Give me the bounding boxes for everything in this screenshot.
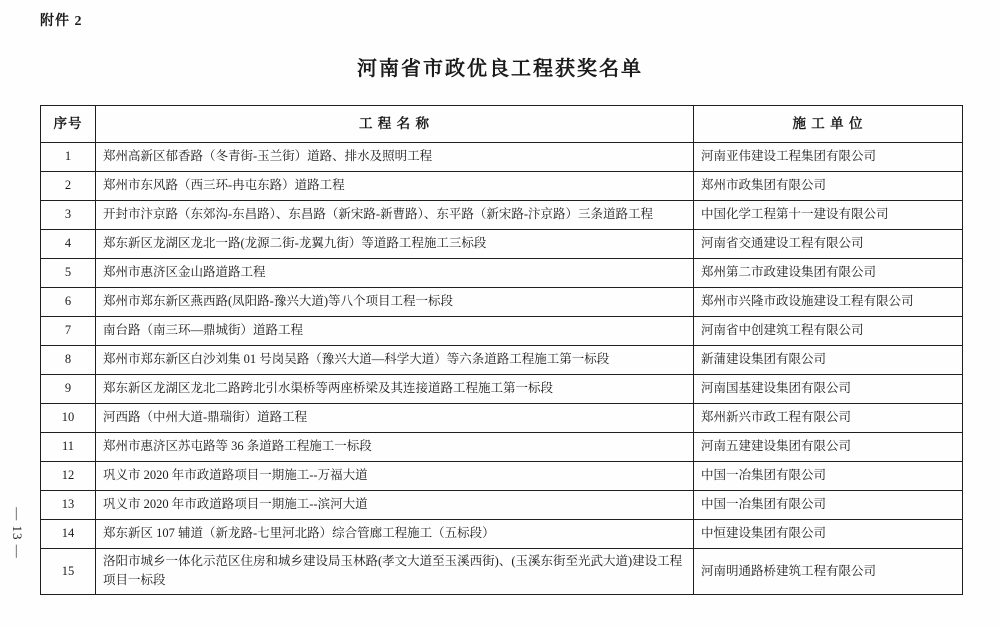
table-row bbox=[41, 520, 963, 549]
cell-company: 河南省交通建设工程有限公司 bbox=[694, 230, 963, 259]
cell-no: 12 bbox=[41, 462, 96, 491]
table-row bbox=[41, 491, 963, 520]
cell-company: 新蒲建设集团有限公司 bbox=[694, 346, 963, 375]
cell-no: 2 bbox=[41, 172, 96, 201]
cell-project: 郑州市郑东新区燕西路(凤阳路-豫兴大道)等八个项目工程一标段 bbox=[96, 288, 694, 317]
cell-no: 1 bbox=[41, 143, 96, 172]
cell-project: 郑州高新区郁香路（冬青街-玉兰街）道路、排水及照明工程 bbox=[96, 143, 694, 172]
table-row bbox=[41, 201, 963, 230]
table-row bbox=[41, 549, 963, 595]
cell-no: 14 bbox=[41, 520, 96, 549]
cell-no: 7 bbox=[41, 317, 96, 346]
cell-company: 河南国基建设集团有限公司 bbox=[694, 375, 963, 404]
cell-company: 郑州第二市政建设集团有限公司 bbox=[694, 259, 963, 288]
cell-project: 南台路（南三环—鼎城街）道路工程 bbox=[96, 317, 694, 346]
header-row bbox=[41, 106, 963, 143]
header-no: 序号 bbox=[41, 106, 96, 143]
cell-no: 6 bbox=[41, 288, 96, 317]
table-body bbox=[41, 143, 963, 595]
table-row bbox=[41, 230, 963, 259]
cell-no: 5 bbox=[41, 259, 96, 288]
cell-project: 郑东新区龙湖区龙北一路(龙源二街-龙翼九街）等道路工程施工三标段 bbox=[96, 230, 694, 259]
cell-company: 河南明通路桥建筑工程有限公司 bbox=[694, 549, 963, 595]
cell-project: 郑州市东风路（西三环-冉屯东路）道路工程 bbox=[96, 172, 694, 201]
table-row bbox=[41, 375, 963, 404]
cell-project: 巩义市 2020 年市政道路项目一期施工--滨河大道 bbox=[96, 491, 694, 520]
cell-no: 13 bbox=[41, 491, 96, 520]
award-table bbox=[40, 105, 963, 595]
table-row bbox=[41, 288, 963, 317]
cell-project: 郑东新区 107 辅道（新龙路-七里河北路）综合管廊工程施工（五标段） bbox=[96, 520, 694, 549]
cell-project: 开封市汴京路（东郊沟-东昌路）、东昌路（新宋路-新曹路）、东平路（新宋路-汴京路）三条道路工程 bbox=[96, 201, 694, 230]
table-header bbox=[41, 106, 963, 143]
cell-company: 中国一冶集团有限公司 bbox=[694, 462, 963, 491]
cell-project: 郑州市惠济区金山路道路工程 bbox=[96, 259, 694, 288]
table-row bbox=[41, 433, 963, 462]
cell-no: 3 bbox=[41, 201, 96, 230]
header-company: 施 工 单 位 bbox=[694, 106, 963, 143]
page-title: 河南省市政优良工程获奖名单 bbox=[357, 58, 643, 80]
cell-company: 郑州市兴隆市政设施建设工程有限公司 bbox=[694, 288, 963, 317]
cell-project: 洛阳市城乡一体化示范区住房和城乡建设局玉林路(孝文大道至玉溪西街)、(玉溪东街至光武大道)建设工程项目一标段 bbox=[96, 549, 694, 595]
cell-company: 中国化学工程第十一建设有限公司 bbox=[694, 201, 963, 230]
cell-no: 8 bbox=[41, 346, 96, 375]
cell-no: 9 bbox=[41, 375, 96, 404]
header-project: 工 程 名 称 bbox=[96, 106, 694, 143]
table-row bbox=[41, 404, 963, 433]
cell-no: 11 bbox=[41, 433, 96, 462]
attachment-label: 附件 2 bbox=[40, 14, 83, 29]
table-row bbox=[41, 346, 963, 375]
table-row bbox=[41, 172, 963, 201]
cell-no: 4 bbox=[41, 230, 96, 259]
cell-project: 郑东新区龙湖区龙北二路跨北引水渠桥等两座桥梁及其连接道路工程施工第一标段 bbox=[96, 375, 694, 404]
cell-company: 郑州市政集团有限公司 bbox=[694, 172, 963, 201]
cell-project: 巩义市 2020 年市政道路项目一期施工--万福大道 bbox=[96, 462, 694, 491]
cell-company: 河南省中创建筑工程有限公司 bbox=[694, 317, 963, 346]
cell-no: 15 bbox=[41, 549, 96, 595]
cell-project: 河西路（中州大道-鼎瑞街）道路工程 bbox=[96, 404, 694, 433]
table-row bbox=[41, 317, 963, 346]
cell-company: 中国一冶集团有限公司 bbox=[694, 491, 963, 520]
cell-company: 河南亚伟建设工程集团有限公司 bbox=[694, 143, 963, 172]
table-row bbox=[41, 462, 963, 491]
table-row bbox=[41, 259, 963, 288]
cell-company: 河南五建建设集团有限公司 bbox=[694, 433, 963, 462]
table-row bbox=[41, 143, 963, 172]
cell-no: 10 bbox=[41, 404, 96, 433]
cell-company: 中恒建设集团有限公司 bbox=[694, 520, 963, 549]
page-number: — 13 — bbox=[10, 507, 25, 559]
cell-project: 郑州市郑东新区白沙刘集 01 号岗吴路（豫兴大道—科学大道）等六条道路工程施工第一标段 bbox=[96, 346, 694, 375]
cell-company: 郑州新兴市政工程有限公司 bbox=[694, 404, 963, 433]
cell-project: 郑州市惠济区苏屯路等 36 条道路工程施工一标段 bbox=[96, 433, 694, 462]
